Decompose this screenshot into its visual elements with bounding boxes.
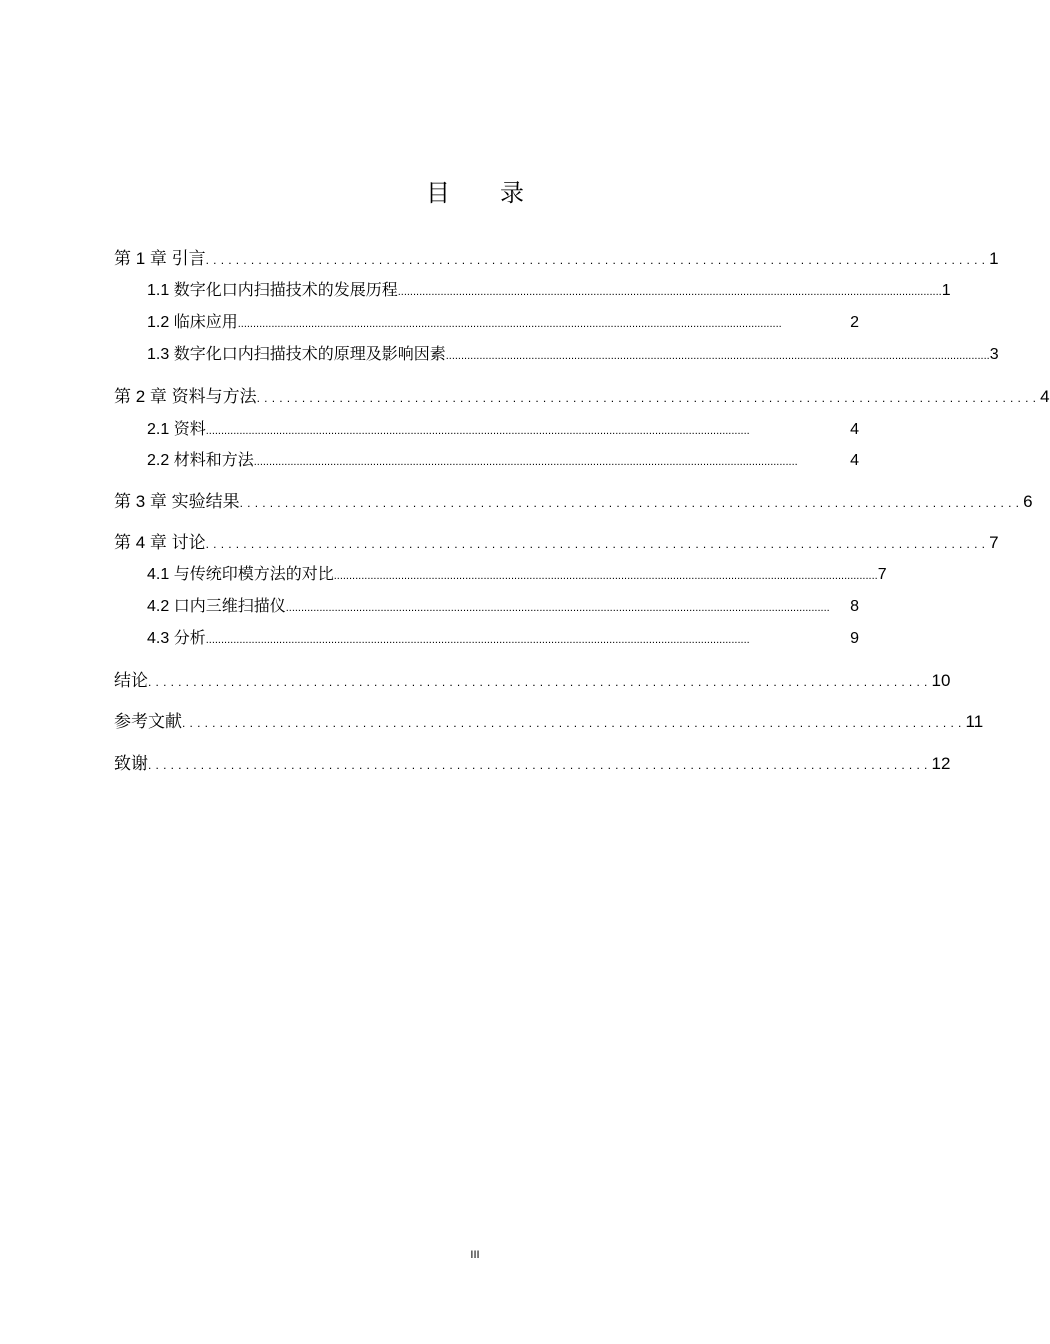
toc-entry-page: 10 bbox=[931, 671, 951, 690]
toc-entry-references[interactable] bbox=[114, 709, 984, 735]
toc-entry-page: 8 bbox=[850, 598, 859, 615]
toc-entry-label: 结论 bbox=[114, 671, 148, 690]
toc-entry-label: 4.2 口内三维扫描仪 bbox=[147, 598, 286, 615]
toc-entry-label: 1.2 临床应用 bbox=[147, 314, 238, 331]
toc-dot-leader: .................................................................................................................................................................................. bbox=[253, 456, 798, 468]
toc-entry-label: 第 3 章 实验结果 bbox=[114, 492, 240, 511]
toc-entry-chapter-1[interactable] bbox=[114, 246, 999, 272]
toc-entry-label: 第 2 章 资料与方法 bbox=[114, 387, 257, 406]
toc-dot-leader: .................................................................................................................................................................................. bbox=[205, 425, 750, 437]
toc-dot-leader: ........................................................................................................ bbox=[239, 496, 1024, 510]
toc-entry-page: 4 bbox=[850, 421, 859, 438]
toc-dot-leader: ........................................................................................................ bbox=[256, 391, 1041, 405]
toc-entry-page: 3 bbox=[989, 346, 999, 363]
page-footer-number: III bbox=[470, 1249, 480, 1261]
toc-entry-section-2-1[interactable] bbox=[147, 417, 859, 443]
toc-entry-section-4-1[interactable] bbox=[147, 562, 887, 588]
toc-entry-label: 1.3 数字化口内扫描技术的原理及影响因素 bbox=[147, 346, 446, 363]
toc-entry-label: 1.1 数字化口内扫描技术的发展历程 bbox=[147, 282, 398, 299]
toc-dot-leader: .................................................................................................................................................................................. bbox=[237, 318, 782, 330]
toc-entry-page: 9 bbox=[850, 630, 859, 647]
toc-entry-label: 2.2 材料和方法 bbox=[147, 452, 254, 469]
toc-dot-leader: ........................................................................................................ bbox=[148, 675, 932, 689]
toc-entry-chapter-3[interactable] bbox=[114, 489, 1033, 515]
toc-dot-leader: .................................................................................................................................................................................. bbox=[397, 286, 942, 298]
toc-dot-leader: .................................................................................................................................................................................. bbox=[333, 570, 878, 582]
toc-entry-page: 4 bbox=[1040, 387, 1050, 406]
toc-title-char-2: 录 bbox=[500, 180, 524, 207]
toc-entry-label: 2.1 资料 bbox=[147, 421, 206, 438]
toc-entry-page: 1 bbox=[989, 249, 999, 268]
toc-dot-leader: ........................................................................................................ bbox=[148, 758, 932, 772]
toc-entry-section-1-3[interactable] bbox=[147, 342, 999, 368]
toc-entry-page: 11 bbox=[965, 712, 984, 731]
toc-entry-label: 4.3 分析 bbox=[147, 630, 206, 647]
toc-title-char-1: 目 bbox=[426, 180, 450, 207]
toc-entry-section-1-2[interactable] bbox=[147, 310, 859, 336]
toc-entry-section-4-2[interactable] bbox=[147, 594, 859, 620]
toc-entry-section-4-3[interactable] bbox=[147, 626, 859, 652]
toc-dot-leader: .................................................................................................................................................................................. bbox=[205, 634, 750, 646]
toc-entry-chapter-4[interactable] bbox=[114, 530, 999, 556]
toc-entry-page: 2 bbox=[850, 314, 859, 331]
toc-dot-leader: .................................................................................................................................................................................. bbox=[445, 350, 990, 362]
toc-dot-leader: ........................................................................................................ bbox=[182, 716, 966, 730]
toc-entry-label: 参考文献 bbox=[114, 712, 182, 731]
toc-entry-label: 第 1 章 引言 bbox=[114, 249, 206, 268]
toc-entry-page: 4 bbox=[850, 452, 859, 469]
toc-entry-page: 7 bbox=[877, 566, 887, 583]
toc-entry-page: 6 bbox=[1023, 492, 1033, 511]
toc-dot-leader: .................................................................................................................................................................................. bbox=[285, 602, 830, 614]
toc-entry-conclusion[interactable] bbox=[114, 668, 951, 694]
toc-entry-chapter-2[interactable] bbox=[114, 384, 1050, 410]
toc-entry-section-1-1[interactable] bbox=[147, 278, 951, 304]
toc-entry-label: 4.1 与传统印模方法的对比 bbox=[147, 566, 334, 583]
toc-entry-label: 致谢 bbox=[114, 754, 148, 773]
toc-entry-page: 1 bbox=[941, 282, 951, 299]
toc-title bbox=[0, 178, 950, 210]
toc-dot-leader: ........................................................................................................ bbox=[205, 253, 990, 267]
toc-entry-label: 第 4 章 讨论 bbox=[114, 533, 206, 552]
toc-dot-leader: ........................................................................................................ bbox=[205, 537, 990, 551]
toc-entry-acknowledgements[interactable] bbox=[114, 751, 951, 777]
toc-entry-page: 7 bbox=[989, 533, 999, 552]
toc-entry-section-2-2[interactable] bbox=[147, 448, 859, 474]
toc-entry-page: 12 bbox=[931, 754, 951, 773]
